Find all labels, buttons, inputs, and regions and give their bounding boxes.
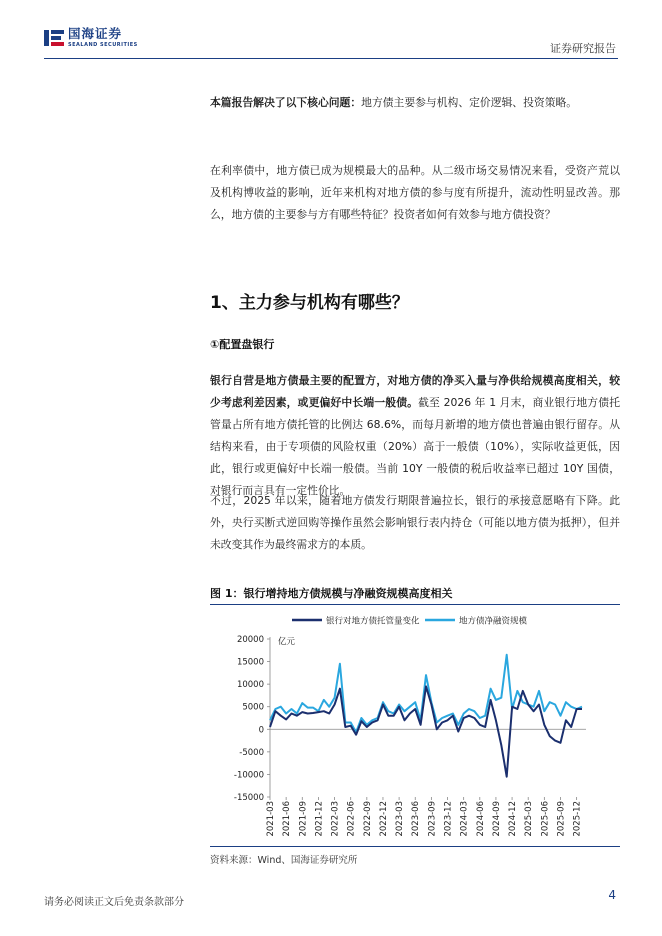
subsection-title: ①配置盘银行 [210, 338, 275, 351]
paragraph-intro: 在利率债中，地方债已成为规模最大的品种。从二级市场交易情况来看，受资产荒以及机构博收益的影响，近年来机构对地方债的参与度有所提升，流动性明显改善。那么，地方债的主要参与方有哪些特征？投资者如何有效参与地方债投资？ [210, 164, 620, 221]
x-tick-label: 2022-12 [378, 801, 389, 837]
paragraph-banks [210, 370, 620, 502]
x-tick-label: 2022-09 [362, 801, 373, 837]
header-divider [44, 58, 618, 59]
core-question-label: 本篇报告解决了以下核心问题： [210, 96, 362, 109]
x-tick-label: 2021-09 [298, 801, 309, 837]
core-question-text: 地方债主要参与机构、定价逻辑、投资策略。 [361, 96, 578, 109]
figure-top-rule [210, 604, 620, 605]
x-tick-label: 2024-06 [475, 801, 486, 837]
figure-title: 图 1：银行增持地方债规模与净融资规模高度相关 [210, 587, 453, 600]
x-tick-label: 2025-09 [556, 801, 567, 837]
page-number: 4 [608, 888, 616, 902]
x-tick-label: 2024-09 [491, 801, 502, 837]
y-tick-label: 0 [258, 725, 264, 736]
footer-disclaimer: 请务必阅读正文后免责条款部分 [44, 897, 184, 908]
paragraph-2025: 不过，2025 年以来，随着地方债发行期限普遍拉长，银行的承接意愿略有下降。此外，央行买断式逆回购等操作虽然会影响银行表内持仓（可能以地方债为抵押），但并未改变其作为最终需求方的本质。 [210, 494, 620, 551]
x-tick-label: 2023-03 [395, 801, 406, 837]
x-tick-label: 2025-12 [572, 801, 583, 837]
y-tick-label: -15000 [233, 793, 264, 803]
y-tick-label: 10000 [236, 680, 264, 691]
figure-bottom-rule [210, 846, 620, 847]
report-type: 证券研究报告 [550, 42, 616, 55]
y-tick-label: -5000 [239, 747, 264, 758]
x-tick-label: 2021-06 [282, 801, 293, 837]
y-unit-label: 亿元 [278, 637, 296, 647]
x-tick-label: 2021-03 [266, 801, 276, 837]
y-tick-label: -10000 [233, 770, 264, 781]
x-tick-label: 2024-12 [508, 801, 519, 837]
x-tick-label: 2025-03 [524, 801, 535, 837]
logo-cn-text: 国海证券 [68, 26, 123, 42]
sealand-logo-icon [44, 28, 64, 48]
x-tick-label: 2025-06 [540, 801, 551, 837]
x-tick-label: 2021-12 [314, 801, 325, 837]
series-line-2 [270, 655, 582, 733]
line-chart [210, 606, 620, 846]
x-tick-label: 2023-09 [427, 801, 438, 837]
x-tick-label: 2024-03 [459, 801, 470, 837]
logo-en-text: SEALAND SECURITIES [68, 41, 138, 48]
x-tick-label: 2022-06 [346, 801, 357, 837]
x-tick-label: 2023-06 [411, 801, 422, 837]
paragraph-banks-text: 截至 2026 年 1 月末，商业银行地方债托管量占所有地方债托管的比例达 68.6%，而每月新增的地方债也普遍由银行留存。从结构来看，由于专项债的风险权重（20%）高于一般债（10%），实际收益更低，因此，银行或更偏好中长端一般债。当前 10Y 一般债的税后收益率已超过 10Y 国债，对银行而言具有一定性价比。 [210, 396, 620, 497]
paragraph-banks-bold: 银行自营是地方债最主要的配置方，对地方债的净买入量与净供给规模高度相关，较少考虑利差因素，或更偏好中长端一般债。 [210, 374, 620, 409]
x-tick-label: 2023-12 [443, 801, 454, 837]
y-tick-label: 15000 [236, 657, 264, 668]
core-question [210, 92, 620, 114]
figure-source: 资料来源：Wind、国海证券研究所 [210, 855, 358, 866]
y-tick-label: 20000 [236, 635, 264, 645]
section-title: 1、主力参与机构有哪些？ [210, 293, 409, 313]
legend-label-1: 银行对地方债托管量变化 [326, 616, 420, 627]
x-tick-label: 2022-03 [330, 801, 341, 837]
y-tick-label: 5000 [242, 702, 264, 713]
company-logo [44, 28, 138, 48]
legend-label-2: 地方债净融资规模 [459, 616, 528, 627]
